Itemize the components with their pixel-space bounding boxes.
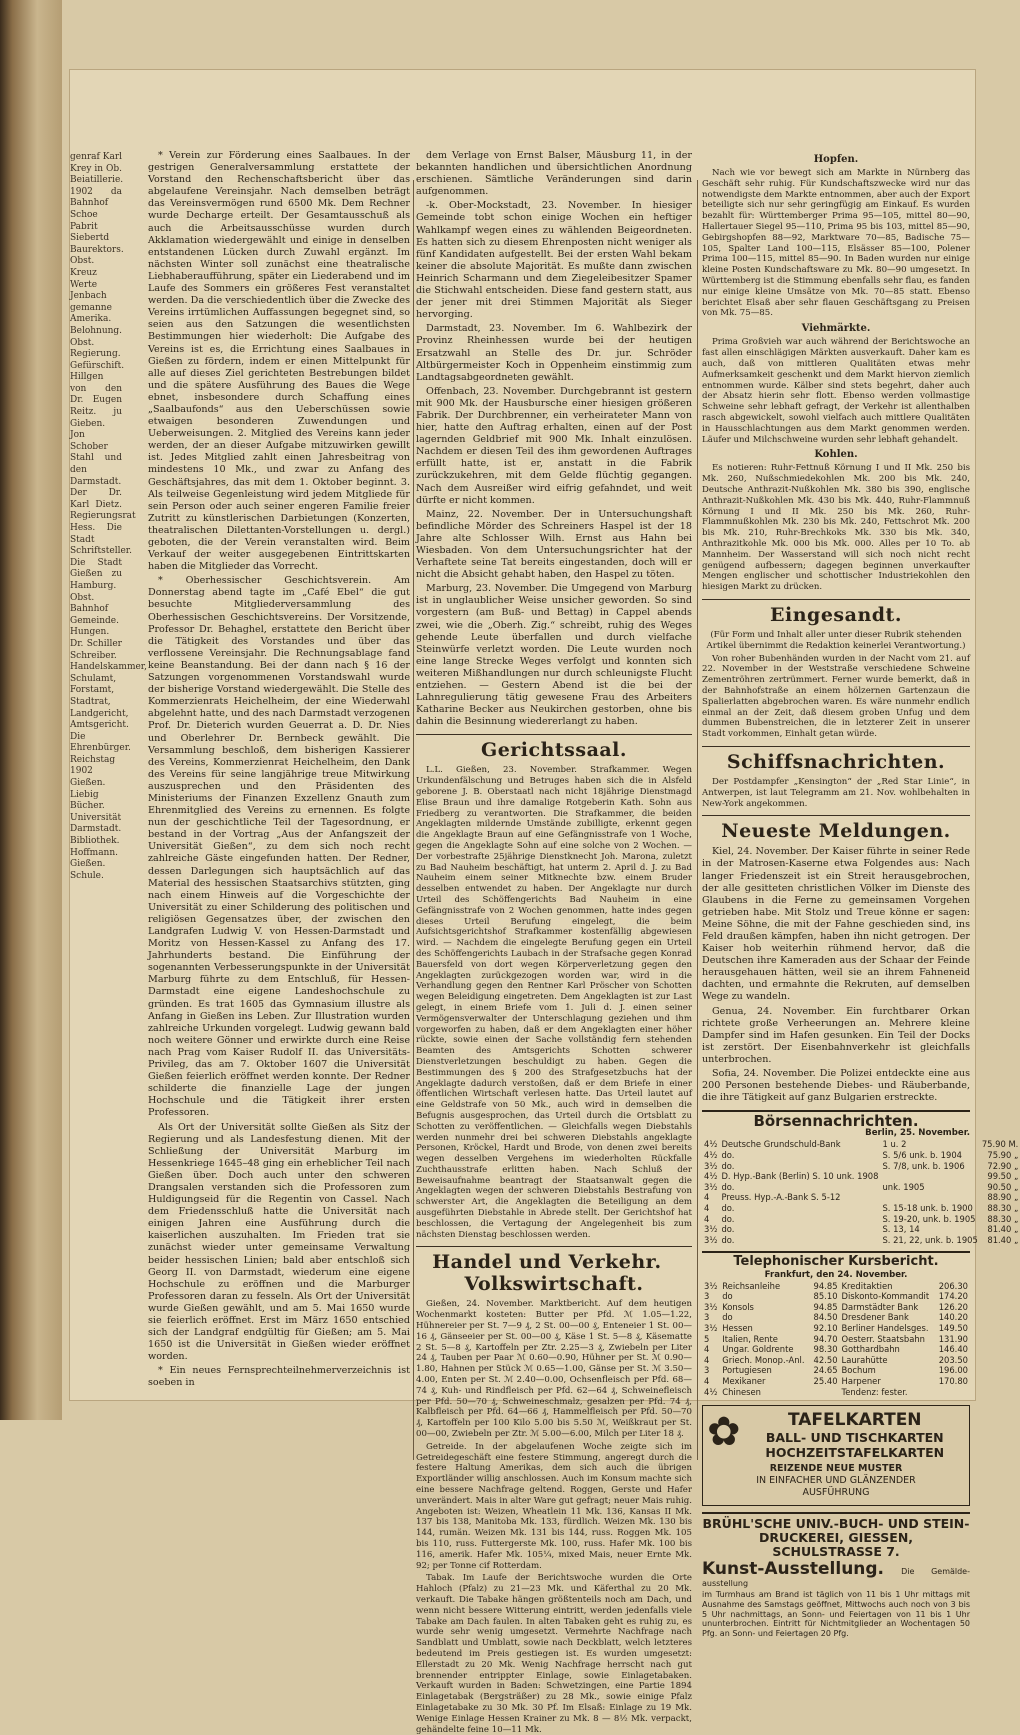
article-obermockstadt: -k. Ober-Mockstadt, 23. November. In hiesiger Gemeinde tobt schon einige Wochen ein heftiger Wahlkampf wegen eines zu wählenden Beigeordneten. Es hatten sich zu diesem Ehrenposten nicht weniger als fünf Kandidaten aufgestellt. Bei der ersten Wahl bekam keiner die absolute Majorität. Es mußte dann zwischen Heinrich Scharmann und dem Ziegeleibesitzer Spamer die Stichwahl entscheiden. Diese fand gestern statt, aus der jener mit drei Stimmen Majorität als Sieger hervorging.: [416, 200, 692, 321]
handel-marktbericht: Gießen, 24. November. Marktbericht. Auf dem heutigen Wochenmarkt kosteten: Butter per Pfd. ℳ 1.05—1.22, Hühnereier per St. 7—9 ₰, 2 St. 00—00 ₰, Enteneier 1 St. 00—16 ₰, Gänseeier per St. 00—00 ₰, Käse 1 St. 5—8 ₰, Käsematte 2 St. 5—8 ₰, Kartoffeln per Ztr. 2.25—3 ₰, Zwiebeln per Liter 24 ₰, Tauben per Paar ℳ 0.60—0.90, Hühner per St. ℳ 0.90—1.80, Hahnen per Stück ℳ 0.65—1.00, Gänse per St. ℳ 3.50—4.00, Enten per St. ℳ 2.40—0.00, Ochsenfleisch per Pfd. 68—74 ₰, Kuh- und Rindfleisch per Pfd. 62—64 ₰, Schweinefleisch per Pfd. 50—70 ₰, Schweineschmalz, gesalzen per Pfd. 74 ₰, Kalbfleisch per Pfd. 64—66 ₰, Hammelfleisch per Pfd. 50—70 ₰, Kartoffeln per 100 Kilo 5.00 bis 5.50 ℳ, Weißkraut per St. 00—00, Zwiebeln per Ztr. ℳ 5.00—6.00, Milch per Liter 18 ₰.: [416, 1299, 692, 1440]
ad-aus: AUSFÜHRUNG: [802, 1487, 870, 1499]
table-row: 3½ do. S. 21, 22, unk. b. 1905 81.40 „: [704, 1234, 1019, 1245]
table-row: 4 Mexikaner 25.40 Harpener 170.80: [704, 1375, 968, 1386]
column-1: [148, 150, 410, 1450]
column-3: [702, 150, 1019, 1638]
article-mainz: Mainz, 22. November. Der in Untersuchungshaft befindliche Mörder des Schreiners Haspel ist der 18 Jahre alte Schlosser Wilh. Ernst aus Hahn bei Wiesbaden. Von dem Untersuchungsrichter hat der Verhaftete seine Tat bereits eingestanden, doch will er nicht die Absicht gehabt haben, den Haspel zu töten.: [416, 508, 692, 581]
advert-kunst: [702, 1559, 970, 1638]
table-row: 4 Ungar. Goldrente 98.30 Gotthardbahn 146.40: [704, 1344, 968, 1355]
ad-neue: REIZENDE NEUE MUSTER: [769, 1463, 903, 1475]
table-row: 4 do. S. 15-18 unk. b. 1900 88.30 „: [704, 1203, 1019, 1214]
table-row: 3½ do. S. 13, 14 81.40 „: [704, 1224, 1019, 1235]
kurs-date: Frankfurt, den 24. November.: [764, 1269, 908, 1280]
article-marburg: Marburg, 23. November. Die Umgegend von Marburg ist in unglaublicher Weise unsicher geworden. So sind vorgestern (am Buß- und Bettag) in Cappel abends zwei, wie die „Oberh. Zig.“ schreibt, ruhig des Weges gehende Leute überfallen und durch vielfache Steinwürfe verletzt worden. Die Leute wurden noch eine lange Strecke Weges verfolgt und konnten sich weiteren Mißhandlungen nur durch schleunigste Flucht entziehen. — Gestern Abend ist die bei der Lahnregulierung tätig gewesene Frau des Arbeiters Katharine Becker aus Neukirchen gestorben, ohne bis dahin die Besinnung wiedererlangt zu haben.: [416, 583, 692, 728]
eingesandt-heading: Eingesandt.: [702, 599, 970, 626]
boerse-table: [702, 1139, 1020, 1245]
handel-heading-2: Volkswirtschaft.: [464, 1273, 644, 1296]
flower-ornament-icon: ✿: [707, 1409, 741, 1456]
ad-ball: BALL- UND TISCHKARTEN: [765, 1430, 944, 1446]
neueste-genua: Genua, 24. November. Ein furchtbarer Orkan richtete große Verheerungen an. Mehrere kleine Dampfer sind im Hafen gesunken. Ein Teil der Docks ist zerstört. Der Eisenbahnverkehr ist gleichfalls unterbrochen.: [702, 1005, 970, 1065]
table-row: 4 Preuss. Hyp.-A.-Bank S. 5-12 88.90 „: [704, 1192, 1019, 1203]
table-row: 3½ Konsols 94.85 Darmstädter Bank 126.20: [704, 1301, 968, 1312]
table-row: 3½ do. unk. 1905 90.50 „: [704, 1181, 1019, 1192]
hopfen-text: Nach wie vor bewegt sich am Markte in Nürnberg das Geschäft sehr ruhig. Für Kundschaftszwecke wird nur das notwendigste dem Markte entnommen, aber auch der Export beteiligte sich nur sehr geringfügig am Einkauf. Es wurden bezahlt für: Württemberger Prima 95—105, mittel 80—90, Hallertauer Siegel 95—110, Prima 95 bis 103, mittel 85—90, Gebirgshopfen 88—92, Marktware 70—85, Badische 75—105, Spalter Land 100—115, Elsässer 85—100, Polener Prima 100—115, mittel 85—90. In Baden wurden nur einige kleine Posten Kundschaftsware zu Mk. 80—90 umgesetzt. In Württemberg ist die Stimmung ebenfalls sehr flau, es fanden nur einige kleine Umsätze von Mk. 70—85 statt. Ebenso berichtet Elsaß aber sehr flauen Geschäftsgang zu Preisen von Mk. 75—85.: [702, 168, 970, 319]
gerichtssaal-text: L.L. Gießen, 23. November. Strafkammer. Wegen Urkundenfälschung und Betruges haben sich die in Alsfeld geborene J. B. Oberstaatl nach nicht 18jährige Dienstmagd Elise Braun und ihre damalige Rotgeberin Kath. Sohn aus Friedberg zu verantworten. Die Strafkammer, die beiden Angeklagten mildernde Umstände zubilligte, erkennt gegen die Angeklagte Braun auf eine Gefängnisstrafe von 1 Woche, gegen die Angeklagte Sohn auf eine solche von 2 Wochen. — Der vorbestrafte 25jährige Dienstknecht Joh. Marona, zuletzt zu Bad Nauheim beschäftigt, hat unterm 2. April d. J. zu Bad Nauheim einem seiner Mitknechte bzw. einem Bruder desselben entwendet zu haben. Der Angeklagte nur durch Urteil des Schöffengerichts Bad Nauheim in eine Gefängnisstrafe von 2 Wochen genommen, hatte indes gegen dieses Urteil Berufung eingelegt, die beim Aufsichtsgerichtshof Strafkammer kostenfällig abgewiesen wird. — Nachdem die eingelegte Berufung gegen ein Urteil des Schöffengerichts Laubach in der Strafsache gegen Konrad Bauersfeld von dort wegen Körperverletzung gegen den Angeklagten zurückgezogen worden war, wird in die Verhandlung gegen den Rentner Karl Pröscher von Schotten wegen Beleidigung eingetreten. Dem Angeklagten ist zur Last gelegt, in einem Briefe vom 1. Juli d. J. einen seiner Vermögensverwalter der Unterschlagung geziehen und ihm vorgeworfen zu haben, daß er dem Angeklagten einer höher rückte, sowie einen der Sache vollständig fern stehenden Beamten des Amtsgerichts Schotten schwerer Dienstverletzungen beschuldigt zu haben. Gegen die Bestimmungen des § 200 des Strafgesetzbuchs hat der Angeklagte dadurch verstoßen, daß er dem Briefe in einer öffentlichen Wirtschaft verlesen hatte. Das Urteil lautet auf eine Geldstrafe von 50 Mk., auch wird in demselben die Befugnis ausgesprochen, das Urteil durch die Ortsblatt zu Schotten zu veröffentlichen. — Gleichfalls wegen Diebstahls werden nunmehr drei bei schweren Diebstahls angeklagte Personen, Kröckel, Hardt und Brode, von denen zwei bereits wegen desselben Vergehens im wiederholten Rückfalle Zuchthausstrafe erlitten haben. Nach Schluß der Beweisaufnahme beantragt der Staatsanwalt gegen die Angeklagten wegen der schweren Diebstahls Bestrafung von schwerster Art, die Angeklagten die Beteiligung an dem ausgeführten Diebstahle in Abrede stellt. Der Gerichtshof hat beschlossen, die Vertagung der Angelegenheit bis zum nächsten Dienstag beschlossen werden.: [416, 765, 692, 1240]
left-fragment-text: genraf Karl Krey in Ob. Beiatillerie. 1902 da Bahnhof Schoe Pabrit Siebertd Baurektors. Obst. Kreuz Werte Jenbach gemanne Amerika. Belohnung. Obst. Regierung. Gefürschift. Hillgen von den Dr. Eugen Reitz. ju Gieben. Jon Schober Stahl und den Darmstadt. Der Dr. Karl Dietz. Regierungsrat Hess. Die Stadt Schriftsteller. Die Stadt Gießen zu Hamburg. Obst. Bahnhof Gemeinde. Hungen. Dr. Schiller Schreiber. Handelskammer, Schulamt, Forstamt, Stadtrat, Landgericht, Amtsgericht. Die Ehrenbürger. Reichstag 1902 Gießen. Liebig Bücher. Universität Darmstadt. Bibliothek. Hoffmann. Gießen. Schule.: [70, 152, 147, 881]
handel-heading: [416, 1246, 692, 1295]
table-row: 3½ Hessen 92.10 Berliner Handelsges. 149.50: [704, 1322, 968, 1333]
table-row: 4½ do. S. 5/6 unk. b. 1904 75.90 „: [704, 1150, 1019, 1161]
article-offenbach: Offenbach, 23. November. Durchgebrannt ist gestern mit 900 Mk. der Hausbursche einer hiesigen größeren Fabrik. Der Durchbrenner, ein verheirateter Mann von hier, hatte den Auftrag erhalten, einen auf der Post lagernden Geldbrief mit 900 Mk. Inhalt einzulösen. Nachdem er diesen Teil des ihm gewordenen Auftrages erfüllt hatte, ist er, anstatt in die Fabrik zurückzukehren, mit dem Gelde flüchtig gegangen. Nach dem Ausreißer wird eifrig gefahndet, und weit dürfte er nicht kommen.: [416, 385, 692, 506]
ad-druck: DRUCKEREI, GIESSEN, SCHULSTRASSE 7.: [758, 1530, 914, 1560]
article-saalbau: * Verein zur Förderung eines Saalbaues. In der gestrigen Generalversammlung erstattete der Vorstand den Rechenschaftsbericht über das abgelaufene Vereinsjahr. Nach demselben beträgt das Vereinsvermögen rund 6500 Mk. Dem Rechner wurde Decharge erteilt. Der Gesamtausschuß als auch die Arbeitsausschüsse wurden durch Akklamation wiedergewählt und einige in denselben entstandenen Lücken durch Zuwahl ergänzt. Im nächsten Winter soll zunächst eine theatralische Liebhaberaufführung, später ein Liederabend und im Laufe des Sommers ein größeres Fest veranstaltet werden. Da die verschiedentlich über die Zwecke des Vereins irrtümlichen Auffassungen begegnet sind, so seien aus den Satzungen die wesentlichsten Bestimmungen hier wiederholt: Die Aufgabe des Vereins ist es, die Errichtung eines Saalbaues in Gießen zu fördern, indem er einen Mittelpunkt für alle auf dieses Ziel gerichteten Bestrebungen bildet und die spätere Ausführung des Baues die Wege ebnet, insbesondere durch Schaffung eines „Saalbaufonds“ aus den Ueberschüssen sowie etwaigen besonderen Zuwendungen und Ueberweisungen. 2. Mitglied des Vereins kann jeder werden, der an dieser Aufgabe mitzuwirken gewillt ist. Jedes Mitglied zahlt einen Jahresbeitrag von mindestens 10 Mk., und zwar zu Anfang des Geschäftsjahres, das mit dem 1. Oktober beginnt. 3. Als teilweise Gegenleistung wird jedem Mitgliede für sein Person oder auch seiner engeren Familie freier Zutritt zu künstlerischen Darbietungen (Konzerten, theatralischen Dilettanten-Vorstellungen u. dergl.) geboten, die der Verein veranstalten wird. Beim Verkauf der weiter ausgegebenen Eintrittskarten haben die Mitglieder das Vorrecht.: [148, 150, 410, 573]
schiff-heading: Schiffsnachrichten.: [702, 746, 970, 773]
table-row: 4 Griech. Monop.-Anl. 42.50 Laurahütte 203.50: [704, 1354, 968, 1365]
kohlen-title: Kohlen.: [814, 449, 858, 461]
article-geschichtsverein-cont: Als Ort der Universität sollte Gießen als Sitz der Regierung und als Landesfestung dienen. Mit der Schließung der Universität Marburg im Hessenkriege 1645–48 ging ein erheblicher Teil nach Gießen über. Doch auch unter den schweren Drangsalen verstanden sich die Professoren zum Huldigungseid für die Regentin von Cassel. Nach dem Friedensschluß hatte die Universität nach einigen Jahren eine Ausführung durch die kaiserlichen auszuhalten. Im Frieden trat sie zunächst wieder unter gemeinsame Verwaltung beider hessischen Linien; bald aber entschloß sich Georg II. von Darmstadt, wiederum eine eigene Hochschule zu eröffnen und die Marburger Professoren daran zu fesseln. Als Ort der Universität wurde Gießen gewählt, und am 5. Mai 1650 wurde sie feierlich eröffnet. Erst im März 1650 entschied sich der Landgraf endgültig für Gießen; am 5. Mai 1650 ist die Universität in Gießen wieder eröffnet worden.: [148, 1121, 410, 1363]
article-geschichtsverein: * Oberhessischer Geschichtsverein. Am Donnerstag abend tagte im „Café Ebel“ die gut besuchte Mitgliederversammlung des Oberhessischen Geschichtsvereins. Der Vorsitzende, Professor Dr. Behaghel, erstattete den Bericht über die Tätigkeit des Vorstandes und über das verflossene Vereinsjahr. Die Rechnungsablage fand keine Beanstandung. Bei der dann nach § 16 der Satzungen vorgenommenen Vorstandswahl wurde der bisherige Vorstand wiedergewählt. Die Stelle des Kommerzienrats Heichelheim, der eine Wiederwahl abgelehnt hatte, und des nach Darmstadt verzogenen Prof. Dr. Dieterich wurden Geuerrat a. D. Dr. Nies und Oberlehrer Dr. Bernbeck gewählt. Die Versammlung beschloß, dem bisherigen Kassierer des Vereins, Kommerzienrat Heichelheim, den Dank des Vereins für seine langjährige treue Mitwirkung auszusprechen und den Präsidenten des Ministeriums der Finanzen Exzellenz Gnauth zum Ehrenmitglied des Vereins zu ernennen. Es folgte nun der geschichtliche Teil der Tagesordnung, er bestand in der Vortrag „Aus der Anfangszeit der Universität Gießen“, zu dem sich noch recht zahlreiche Gäste eingefunden hatten. Der Redner, dessen Darlegungen sich hauptsächlich auf das Material des hessischen Staatsarchivs stützten, ging nach einem Hinweis auf die Vorgeschichte der Universität zu einer Schilderung des politischen und religiösen Gegensatzes über, der zwischen den Landgrafen Ludwig V. von Hessen-Darmstadt und Moritz von Hessen-Kassel zu Anfang des 17. Jahrhunderts bestand. Die Einführung der sogenannten Verbesserungspunkte in der Universität Marburg führte zu dem Entschluß, für Hessen-Darmstadt eine eigene Landeshochschule zu gründen. Es trat 1605 das Gymnasium illustre als Anfang in Gießen ins Leben. Zur Illustration wurden zahlreiche Urkunden vorgelegt. Ludwig gewann bald noch weitere Gönner und erwirkte durch eine Reise nach Prag vom Kaiser Rudolf II. das Universitäts-Privileg, das am 7. Oktober 1607 die Universität Gießen feierlich eröffnet werden konnte. Der Redner schilderte die finanzielle Lage der jungen Hochschule und die Tätigkeit ihrer ersten Professoren.: [148, 575, 410, 1119]
ad-tafel: TAFELKARTEN: [787, 1410, 922, 1431]
gerichtssaal-heading: Gerichtssaal.: [416, 734, 692, 761]
hopfen-title: Hopfen.: [813, 154, 859, 165]
ad-kunst-note: im Turmhaus am Brand ist täglich von 11 bis 1 Uhr mittags mit Ausnahme des Samstags geöffnet, Mittwochs auch noch von 3 bis 5 Uhr nachmittags, an Sonn- und Feiertagen von 11 bis 1 Uhr ununterbrochen. Eintritt für Nichtmitglieder an Wochentagen 50 Pfg. an Sonn- und Feiertagen 20 Pfg.: [702, 1590, 970, 1638]
left-page-fragment: [70, 152, 147, 1442]
handel-tabak: Tabak. Im Laufe der Berichtswoche wurden die Orte Hahloch (Pfalz) zu 21—23 Mk. und Käferthal zu 20 Mk. verkauft. Die Tabake hängen größtenteils noch am Dach, und wenn nicht bessere Witterung eintritt, werden jedenfalls viele Tabake am Dach faulen. In alten Tabaken geht es ruhig zu, es wurde sehr wenig umgesetzt. Vermehrte Nachfrage nach Sandblatt und Umblatt, sowie nach Deckblatt, welch letzteres bedeutend im Preis gestiegen ist. Es wurden umgesetzt: Ellerstadt zu 20 Mk. Wenig Nachfrage herrscht nach gut brennender entrippter Einlage, sowie Einlagetabaken. Verkauft wurden in Baden: Schwetzingen, eine Partie 1894 Einlagetabak (Bergsträßer) zu 28 Mk., sowie einige Pfalz Einlagetabake zu 30 Mk. 30 Pf. Im Elsaß: Einlage zu 19 Mk. Wenige Einlage Hessen Krainer zu Mk. 8 — 8½ Mk. verpackt, gehändelte feine 10—11 Mk.: [416, 1573, 692, 1735]
column-rule: [413, 180, 414, 1460]
table-row: 3½ do. S. 7/8, unk. b. 1906 72.90 „: [704, 1160, 1019, 1171]
kurs-table: [702, 1281, 970, 1398]
column-rule: [697, 180, 698, 1460]
table-row: 5 Italien, Rente 94.70 Oesterr. Staatsbahn 131.90: [704, 1333, 968, 1344]
ad-kunst-side: Die Gemälde-ausstellung: [702, 1567, 970, 1589]
boerse-heading: Börsennachrichten.: [702, 1110, 970, 1127]
table-row: 4½ Deutsche Grundschuld-Bank 1 u. 2 75.90 M.: [704, 1139, 1019, 1150]
neueste-heading: Neueste Meldungen.: [702, 815, 970, 842]
kohlen-text: Es notieren: Ruhr-Fettnuß Körnung I und II Mk. 250 bis Mk. 260, Nußschmiedekohlen Mk. 200 bis Mk. 240, Deutsche Anthrazit-Nußkohlen Mk. 380 bis 390, englische Anthrazit-Nußkohlen Mk. 430 bis Mk. 440, Ruhr-Flammnuß Körnung I und II Mk. 250 bis Mk. 260, Ruhr-Flammnußkohlen Mk. 230 bis Mk. 240, Fettschrot Mk. 200 bis Mk. 210, Ruhr-Brechkoks Mk. 330 bis Mk. 340, Anthrazitkohle Mk. 000 bis Mk. 000. Alles per 10 To. ab Mannheim. Der Wasserstand will sich noch nicht recht genügend aufbessern; dagegen beginnen unverkaufter Mengen englischer und schottischer Industriekohlen den hiesigen Markt zu drücken.: [702, 463, 970, 593]
vieh-title: Viehmärkte.: [801, 323, 871, 335]
article-darmstadt: Darmstadt, 23. November. Im 6. Wahlbezirk der Provinz Rheinhessen wurde bei der heutigen Ersatzwahl an Stelle des Dr. jur. Schröder Altbürgermeister Koch in Oppenheim einstimmig zum Landtagsabgeordneten gewählt.: [416, 323, 692, 383]
neueste-sofia: Sofia, 24. November. Die Polizei entdeckte eine aus 200 Personen bestehende Diebes- und Räuberbande, die ihre Tätigkeit auf ganz Bulgarien erstreckte.: [702, 1068, 970, 1104]
table-row: 3½ Reichsanleihe 94.85 Kreditaktien 206.30: [704, 1280, 968, 1291]
article-fernsprech: * Ein neues Fernsprechteilnehmerverzeichnis ist soeben in: [148, 1365, 410, 1389]
table-row: 3 do 85.10 Diskonto-Kommandit 174.20: [704, 1291, 968, 1302]
eingesandt-text: Von roher Bubenhänden wurden in der Nacht vom 21. auf 22. November in der Weststraße verschiedene Schweine Zementröhren zertrümmert. Ferner wurde bemerkt, daß in der Bahnhofstraße an einem hölzernen Gartenzaun die Spalierlatten abgebrochen waren. Es wäre nunmehr endlich einmal an der Zeit, daß diesem groben Unfug und dem dummen Bubenstreichen, die in letzterer Zeit in unserer Stadt vorkommen, Einhalt getan würde.: [702, 653, 970, 740]
ad-kunst-title: Kunst-Ausstellung.: [702, 1559, 885, 1580]
table-row: 4½ Chinesen Tendenz: fester.: [704, 1386, 908, 1397]
neueste-kiel: Kiel, 24. November. Der Kaiser führte in seiner Rede in der Matrosen-Kaserne etwa Folgendes aus: Nach langer Friedenszeit ist ein Streit herausgebrochen, der alle gesitteten christlichen Völker im Dienste des Glaubens in die Ferne zu gemeinsamen Vorgehen getrieben habe. Mit Stolz und Treue könne er sagen: Meine Söhne, die mit der Fahne geschieden sind, ins Feld draußen kämpfen, haben ihn nicht getrogen. Der Kaiser hob weiterhin rühmend hervor, daß die Deutschen ihre Kameraden aus der Schaar der Feinde herausgehauen hätten, weil sie an ihrem Fahneneid dachten, und ermahnte die Rekruten, auf demselben Wege zu wandeln.: [702, 846, 970, 1003]
table-row: 4 do. S. 19-20, unk. b. 1905 88.30 „: [704, 1213, 1019, 1224]
schiff-text: Der Postdampfer „Kensington“ der „Red Star Linie“, in Antwerpen, ist laut Telegramm am 21. Nov. wohlbehalten in New-York angekommen.: [702, 776, 970, 809]
advert-tafelkarten: [702, 1405, 970, 1506]
advert-druckerei: [702, 1512, 970, 1559]
ad-bruehl: BRÜHL'SCHE UNIV.-BUCH- UND STEIN-: [702, 1516, 970, 1532]
vieh-text: Prima Großvieh war auch während der Berichtswoche an fast allen einschlägigen Märkten ausverkauft. Daher kam es auch, daß von mittleren Qualitäten etwas mehr Aufmerksamkeit geschenkt und dem Markt hiervon ziemlich entnommen wurde. Kälber sind stets begehrt, daher auch der Absatz hierin sehr flott. Ebenso werden vollmastige Schweine sehr lebhaft gefragt, der Verkehr ist allenthalben rasch abgewickelt, sowohl vielfach auch mittlere Qualitäten in Hausschlachtungen aus dem Markt genommen werden. Läufer und Milchschweine wurden sehr lebhaft gehandelt.: [702, 337, 970, 445]
ad-hoch: HOCHZEITSTAFELKARTEN: [765, 1445, 945, 1461]
column-2: [416, 150, 692, 1735]
boerse-date: Berlin, 25. November.: [865, 1128, 970, 1139]
book-binding: [0, 0, 62, 1420]
newspaper-page: [70, 70, 1019, 1735]
handel-getreide: Getreide. In der abgelaufenen Woche zeigte sich im Getreidegeschäft eine festere Stimmung, angeregt durch die festere Haltung Amerikas, dem sich auch die übrigen Exportländer willig anschlossen. Auch im Konsum machte sich eine bessere Nachfrage geltend. Roggen, Gerste und Hafer unverändert. Mais in alter Ware gut gefragt; neuer Mais ruhig. Angeboten ist: Weizen, Wheatlein 11 Mk. 136, Kansas II Mk. 137 bis 138, Manitoba Mk. 133, fürdlich. Weizen Mk. 130 bis 144, rumän. Weizen Mk. 131 bis 144, russ. Roggen Mk. 105 bis 110, russ. Futtergerste Mk. 100, russ. Hafer Mk. 100 bis 116, amerik. Hafer Mk. 105¼, mixed Mais, neuer Ernte Mk. 92; per Tonne cif Rotterdam.: [416, 1441, 692, 1571]
table-row: 3 Portugiesen 24.65 Bochum 196.00: [704, 1365, 968, 1376]
ad-einf: IN EINFACHER UND GLÄNZENDER: [756, 1475, 916, 1487]
table-row: 3 do 84.50 Dresdener Bank 140.20: [704, 1312, 968, 1323]
table-row: 4½ D. Hyp.-Bank (Berlin) S. 10 unk. 1908 99.50 „: [704, 1171, 1019, 1182]
eingesandt-note: (Für Form und Inhalt aller unter dieser Rubrik stehenden Artikel übernimmt die Redaktion keinerlei Verantwortung.): [706, 629, 966, 651]
article-balser: dem Verlage von Ernst Balser, Mäusburg 11, in der bekannten handlichen und übersichtlichen Anordnung erschienen. Sämtliche Veränderungen sind darin aufgenommen.: [416, 150, 692, 198]
handel-heading-1: Handel und Verkehr.: [432, 1251, 662, 1274]
kurs-heading: Telephonischer Kursbericht.: [702, 1251, 970, 1268]
